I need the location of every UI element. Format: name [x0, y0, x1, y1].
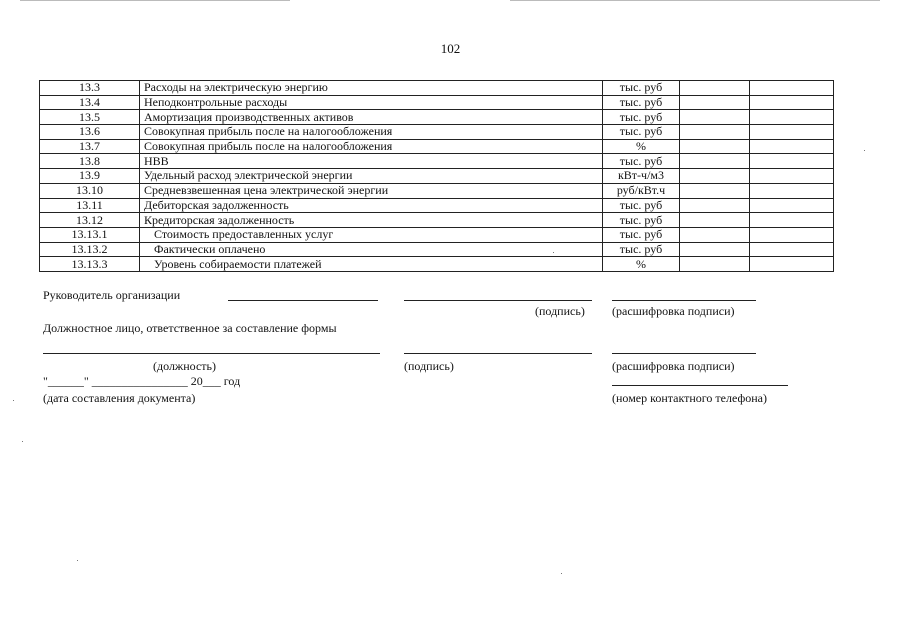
signature-caption-2: (подпись) [404, 359, 454, 373]
row-value-1 [680, 125, 750, 140]
row-value-2 [750, 125, 834, 140]
table-row [40, 213, 834, 228]
scan-speck [22, 441, 23, 442]
row-name: Средневзвешенная цена электрической энергии [140, 183, 603, 198]
row-name: Дебиторская задолженность [140, 198, 603, 213]
row-name: Совокупная прибыль после на налогообложения [140, 125, 603, 140]
row-unit: тыс. руб [603, 110, 680, 125]
date-caption: (дата составления документа) [43, 391, 196, 405]
row-name: Кредиторская задолженность [140, 213, 603, 228]
table-row [40, 169, 834, 184]
row-unit: тыс. руб [603, 227, 680, 242]
row-value-1 [680, 257, 750, 272]
row-unit: % [603, 257, 680, 272]
scan-speck [13, 400, 14, 401]
row-number: 13.8 [40, 154, 140, 169]
official-signature-line [404, 353, 592, 354]
row-value-2 [750, 183, 834, 198]
official-label: Должностное лицо, ответственное за составление формы [43, 321, 337, 335]
date-line: "______" ________________ 20___ год [43, 374, 241, 388]
row-unit: тыс. руб [603, 154, 680, 169]
row-value-2 [750, 169, 834, 184]
official-position-line [43, 353, 380, 354]
row-number: 13.13.2 [40, 242, 140, 257]
row-name: Расходы на электрическую энергию [140, 81, 603, 96]
table-row [40, 242, 834, 257]
row-value-1 [680, 227, 750, 242]
row-value-1 [680, 213, 750, 228]
row-name: Уровень собираемости платежей [140, 257, 603, 272]
row-unit: кВт-ч/м3 [603, 169, 680, 184]
row-value-1 [680, 169, 750, 184]
phone-line [612, 385, 788, 386]
head-label: Руководитель организации [43, 288, 181, 302]
head-position-line [228, 300, 378, 301]
position-caption: (должность) [153, 359, 216, 373]
table-row [40, 110, 834, 125]
row-unit: тыс. руб [603, 95, 680, 110]
table-row [40, 139, 834, 154]
decoding-caption-2: (расшифровка подписи) [612, 359, 735, 373]
table-row [40, 154, 834, 169]
row-number: 13.3 [40, 81, 140, 96]
row-unit: % [603, 139, 680, 154]
row-value-1 [680, 198, 750, 213]
row-name: НВВ [140, 154, 603, 169]
row-value-2 [750, 257, 834, 272]
row-number: 13.10 [40, 183, 140, 198]
row-value-1 [680, 183, 750, 198]
table-row [40, 125, 834, 140]
scan-speck [864, 150, 865, 151]
row-number: 13.12 [40, 213, 140, 228]
signature-caption: (подпись) [535, 304, 585, 318]
row-value-2 [750, 227, 834, 242]
row-unit: тыс. руб [603, 242, 680, 257]
row-value-2 [750, 95, 834, 110]
row-name: Стоимость предоставленных услуг [140, 227, 603, 242]
row-name: Амортизация производственных активов [140, 110, 603, 125]
table-row [40, 183, 834, 198]
row-unit: тыс. руб [603, 81, 680, 96]
row-number: 13.9 [40, 169, 140, 184]
scan-speck [561, 573, 562, 574]
row-value-2 [750, 242, 834, 257]
head-signature-line [404, 300, 592, 301]
row-value-2 [750, 198, 834, 213]
row-number: 13.13.1 [40, 227, 140, 242]
row-number: 13.11 [40, 198, 140, 213]
row-number: 13.4 [40, 95, 140, 110]
row-name: Совокупная прибыль после на налогообложения [140, 139, 603, 154]
scan-speck [553, 252, 554, 253]
row-value-1 [680, 139, 750, 154]
page-number: 102 [440, 41, 461, 56]
row-value-1 [680, 110, 750, 125]
row-value-1 [680, 154, 750, 169]
row-value-2 [750, 213, 834, 228]
row-name: Удельный расход электрической энергии [140, 169, 603, 184]
row-value-2 [750, 139, 834, 154]
indicators-table [39, 80, 834, 272]
row-value-2 [750, 154, 834, 169]
row-value-1 [680, 81, 750, 96]
scan-speck [77, 560, 78, 561]
official-decoding-line [612, 353, 756, 354]
row-name: Фактически оплачено [140, 242, 603, 257]
row-value-1 [680, 242, 750, 257]
row-value-2 [750, 110, 834, 125]
table-row [40, 81, 834, 96]
row-unit: тыс. руб [603, 213, 680, 228]
row-value-2 [750, 81, 834, 96]
row-number: 13.6 [40, 125, 140, 140]
row-unit: тыс. руб [603, 198, 680, 213]
table-row [40, 198, 834, 213]
table-row [40, 227, 834, 242]
phone-caption: (номер контактного телефона) [612, 391, 767, 405]
row-unit: тыс. руб [603, 125, 680, 140]
table-row [40, 257, 834, 272]
row-number: 13.7 [40, 139, 140, 154]
row-name: Неподконтрольные расходы [140, 95, 603, 110]
row-unit: руб/кВт.ч [603, 183, 680, 198]
row-number: 13.5 [40, 110, 140, 125]
table-row [40, 95, 834, 110]
row-number: 13.13.3 [40, 257, 140, 272]
head-decoding-line [612, 300, 756, 301]
decoding-caption: (расшифровка подписи) [612, 304, 735, 318]
row-value-1 [680, 95, 750, 110]
